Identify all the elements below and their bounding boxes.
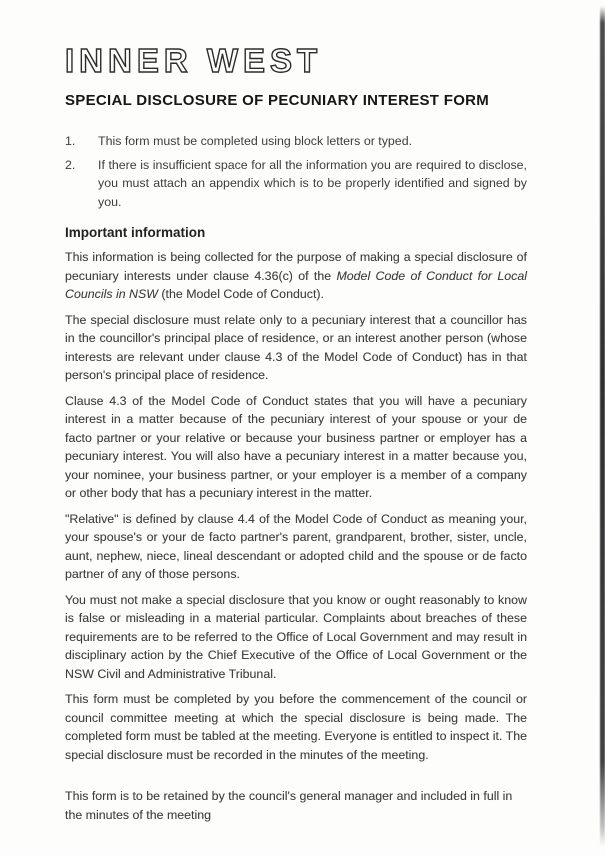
paragraph-completion-timing: This form must be completed by you before the commencement of the council or council committee meeting at which the special disclosure is being made. The completed form must be tabled at the meeting. Everyone is entitled to inspect it. The special disclosure must be recorded in the minutes of the meeting. <box>65 692 527 762</box>
paragraph-false-disclosure-warning: You must not make a special disclosure that you know or ought reasonably to know is false or misleading in a material particular. Complaints about breaches of these requirements are to be referred to the Office of Local Government and may result in disciplinary action by the Chief Executive of the Office of Local Government or the NSW Civil and Administrative Tribunal. <box>65 592 527 681</box>
instruction-item-2 <box>65 156 527 212</box>
footer-retention-note: This form is to be retained by the council's general manager and included in full in the minutes of the meeting <box>65 789 513 822</box>
instruction-text-1: This form must be completed using block letters or typed. <box>98 134 413 148</box>
paragraph-special-disclosure-scope: The special disclosure must relate only to a pecuniary interest that a councillor has in the councillor's principal place of residence, or an interest another person (whose interests are relevant under clause 4.3 of the Model Code of Conduct) has in that person's principal place of residence. <box>65 312 527 382</box>
model-code-title-italic: Model Code of Conduct for Local Councils in NSW <box>65 268 528 301</box>
paragraph-collection-purpose-pre: This information is being collected for the purpose of making a special disclosure of pecuniary interests under clause 4.36(c) of the <box>65 250 527 283</box>
instruction-text-2: If there is insufficient space for all the information you are required to disclose, you must attach an appendix which is to be properly identified and signed by you. <box>98 157 527 209</box>
form-title: SPECIAL DISCLOSURE OF PECUNIARY INTEREST FORM <box>65 92 490 109</box>
instruction-number-2: 2. <box>65 157 76 172</box>
scan-edge-artifact <box>600 6 605 846</box>
instruction-item-1 <box>65 132 527 151</box>
important-information-heading: Important information <box>65 225 206 240</box>
paragraph-relative-definition: "Relative" is defined by clause 4.4 of the Model Code of Conduct as meaning your, your spouse's or your de facto partner's parent, grandparent, brother, sister, uncle, aunt, nephew, niece, lineal descendant or adopted child and the spouse or de facto partner of any of those persons. <box>65 511 527 581</box>
instruction-list <box>65 132 527 211</box>
instruction-number-1: 1. <box>65 134 76 148</box>
paragraph-collection-purpose-post: (the Model Code of Conduct). <box>157 287 324 301</box>
paragraph-collection-purpose <box>65 248 527 304</box>
paragraph-clause-4-3: Clause 4.3 of the Model Code of Conduct states that you will have a pecuniary interest in a matter because of the pecuniary interest of your spouse or your de facto partner or your relative or because your business partner or employer has a pecuniary interest. You will also have a pecuniary interest in a matter because you, your nominee, your business partner, or your employer is a member of a company or other body that has a pecuniary interest in the matter. <box>65 393 527 500</box>
inner-west-logo: INNER WEST <box>65 42 323 79</box>
